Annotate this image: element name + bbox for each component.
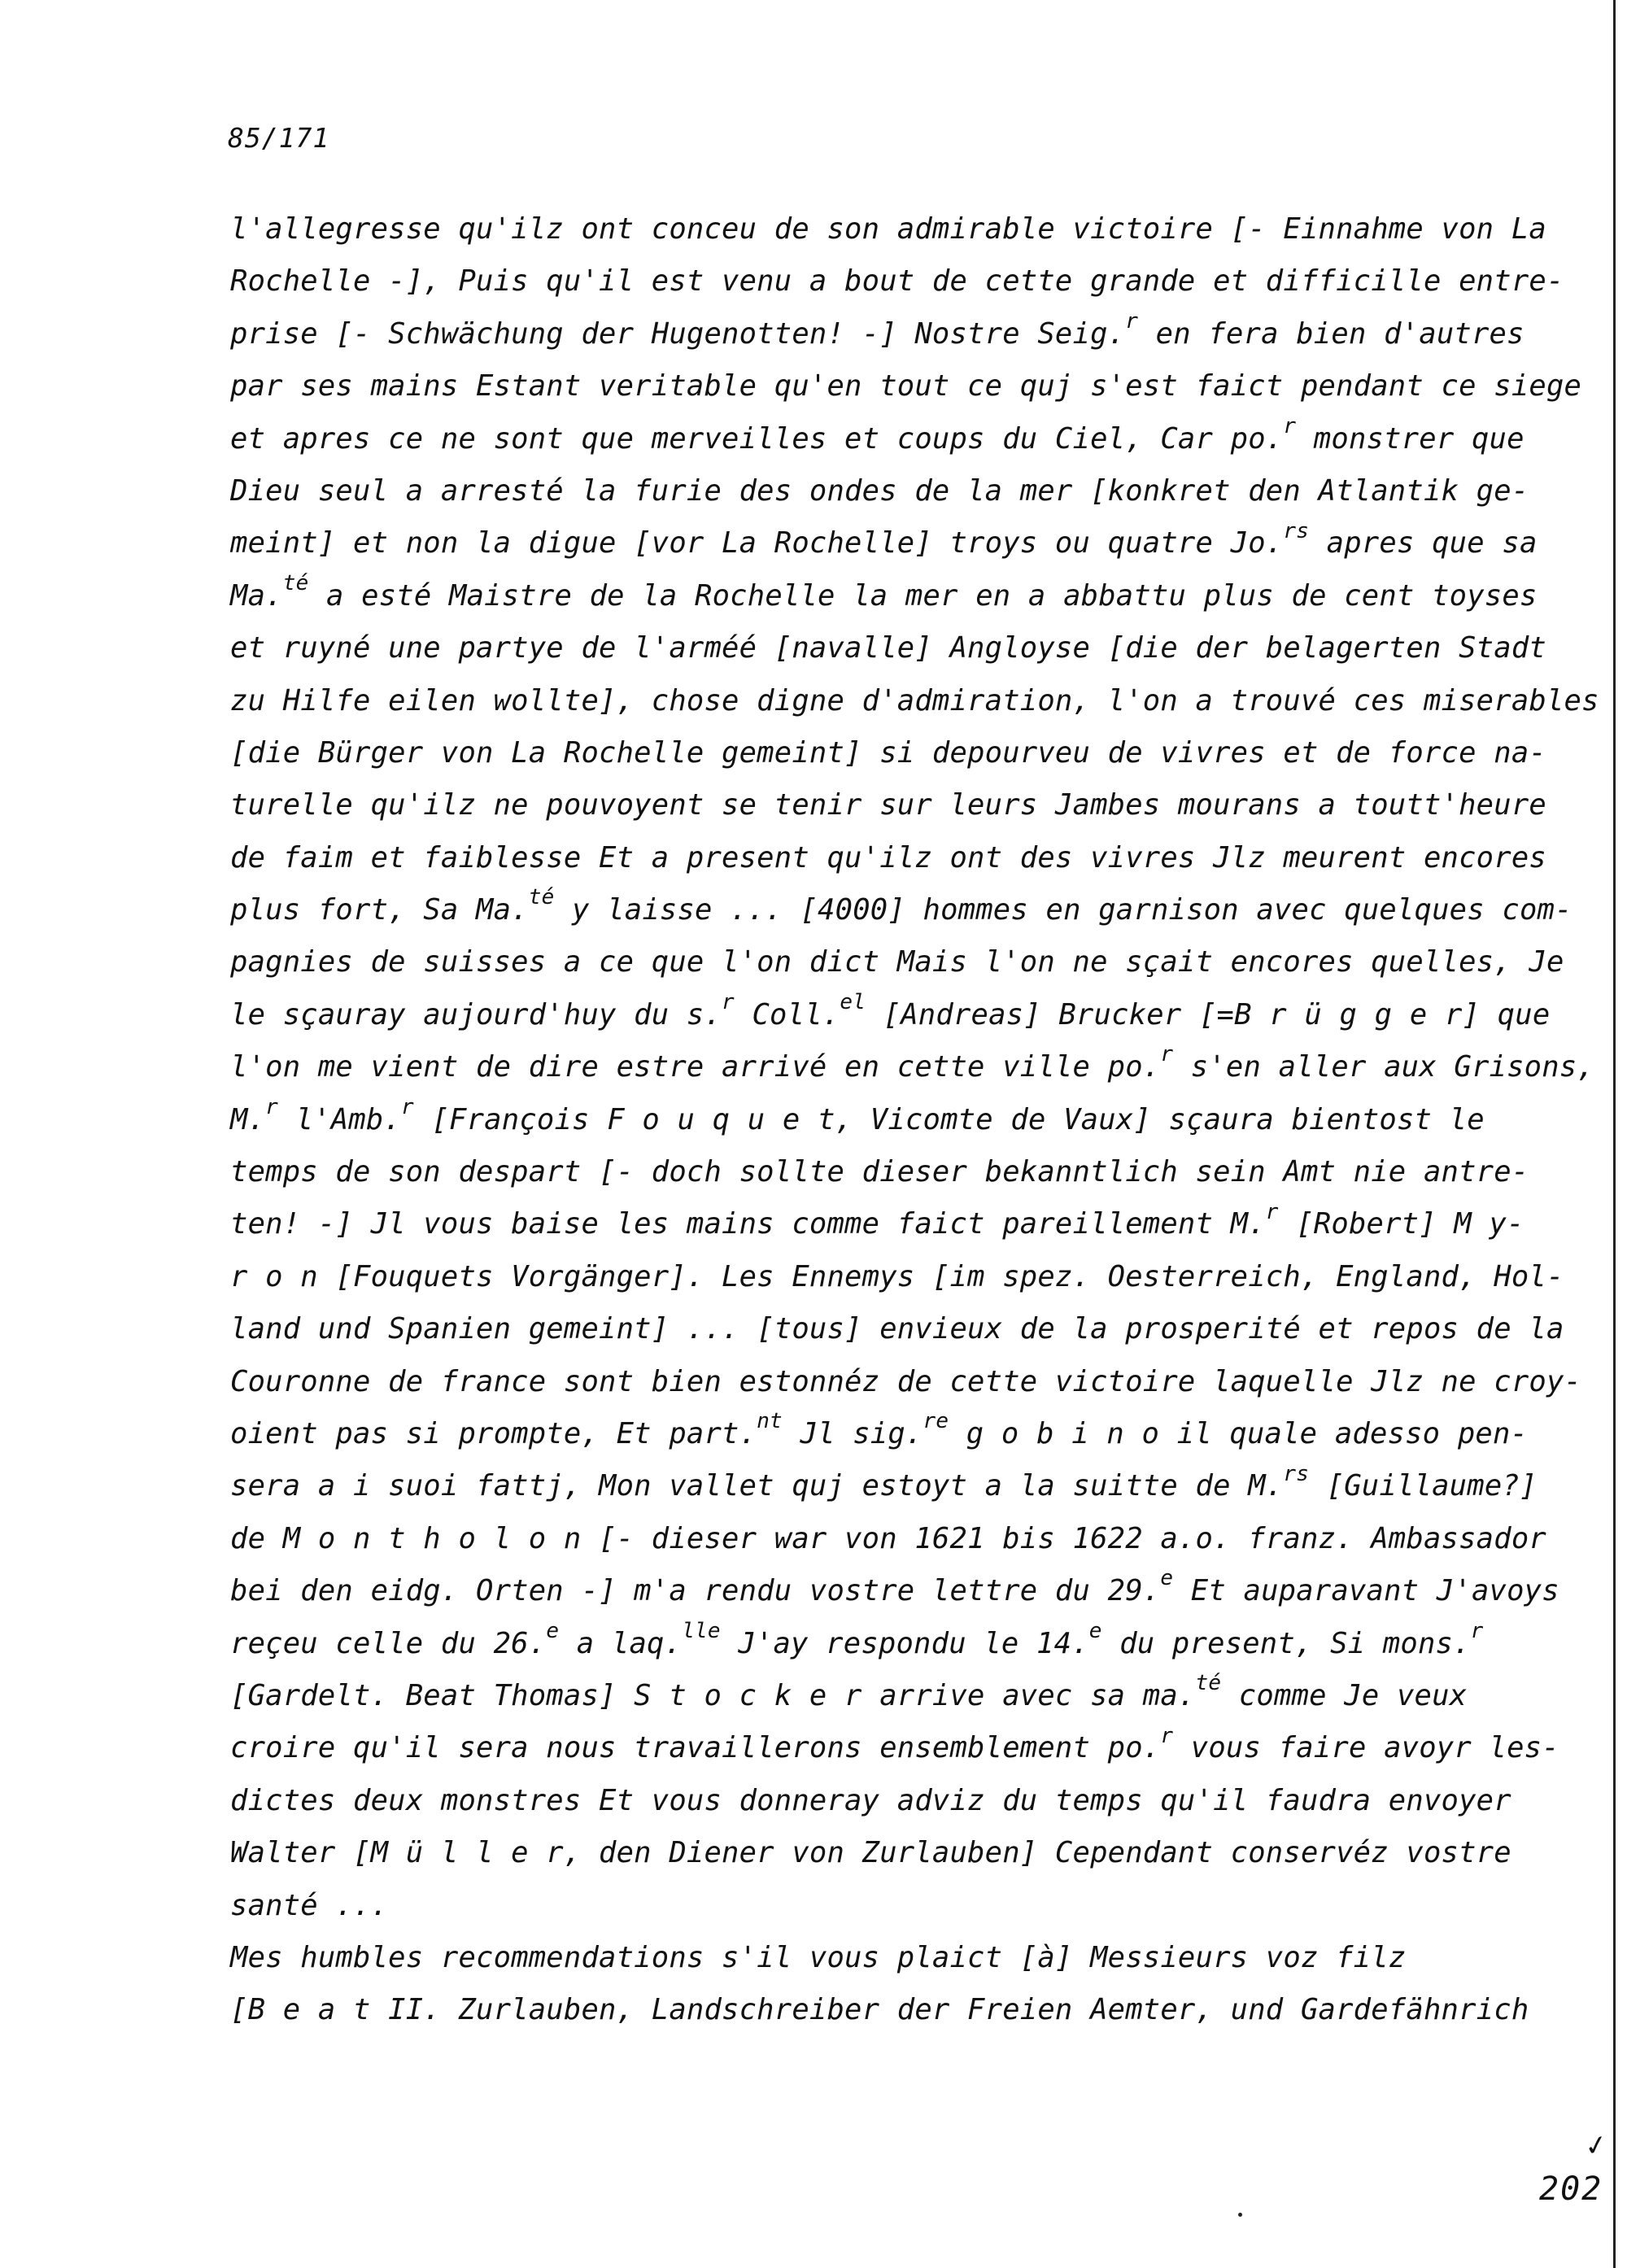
line-text: oient pas si prompte, Et part. <box>230 1416 757 1450</box>
text-line <box>230 1408 1529 1460</box>
line-text: l'allegresse qu'ilz ont conceu de son admirable victoire [- Einnahme von La <box>230 212 1546 246</box>
line-text: r o n [Fouquets Vorgänger]. Les Ennemys [im spez. Oesterreich, England, Hol- <box>230 1259 1564 1293</box>
text-line <box>230 1094 1499 1146</box>
line-text: de M o n t h o l o n [- dieser war von 1621 bis 1622 a.o. franz. Ambassador <box>230 1521 1546 1555</box>
line-text: Dieu seul a arresté la furie des ondes de la mer [konkret den Atlantik ge- <box>230 473 1529 508</box>
text-line <box>230 1198 1524 1250</box>
line-text: [Robert] M y- <box>1278 1207 1524 1241</box>
scan-edge <box>1613 0 1616 2268</box>
line-text: Walter [M ü l l e r, den Diener von Zurlauben] Cependant conservéz vostre <box>230 1836 1511 1870</box>
text-line <box>230 1460 1538 1512</box>
superscript: r <box>1470 1618 1484 1643</box>
text-line <box>230 989 1551 1041</box>
line-text: sera a i suoi fattj, Mon vallet quj estoyt a la suitte de M. <box>230 1469 1284 1503</box>
superscript: r <box>1265 1199 1279 1224</box>
line-text: y laisse ... [4000] hommes en garnison avec quelques com- <box>554 893 1572 927</box>
ink-dot <box>1238 2213 1242 2217</box>
line-text: [die Bürger von La Rochelle gemeint] si depourveu de vivres et de force na- <box>230 735 1546 770</box>
line-text: [François F o u q u e t, Vicomte de Vaux] sçaura bientost le <box>413 1102 1485 1136</box>
text-line <box>230 884 1572 936</box>
text-line <box>230 1618 1499 1670</box>
text-line <box>230 1827 1511 1879</box>
superscript: r <box>401 1094 414 1119</box>
letter-body <box>230 203 1599 2037</box>
line-text: a esté Maistre de la Rochelle la mer en a abbattu plus de cent toyses <box>308 578 1538 613</box>
line-text: Couronne de france sont bien estonnéz de cette victoire laquelle Jlz ne croy- <box>230 1364 1582 1398</box>
line-text: bei den eidg. Orten -] m'a rendu vostre lettre du 29. <box>230 1574 1161 1608</box>
line-text: pagnies de suisses a ce que l'on dict Mais l'on ne sçait encores quelles, Je <box>230 945 1564 979</box>
text-line <box>230 779 1546 831</box>
line-text: [B e a t II. Zurlauben, Landschreiber der Freien Aemter, und Gardefähnrich <box>230 1993 1529 2027</box>
line-text: turelle qu'ilz ne pouvoyent se tenir sur leurs Jambes mourans a toutt'heure <box>230 788 1546 822</box>
line-text: Mes humbles recommendations s'il vous plaict [à] Messieurs voz filz <box>230 1940 1407 1974</box>
superscript: té <box>282 570 309 595</box>
line-text: temps de son despart [- doch sollte dieser bekanntlich sein Amt nie antre- <box>230 1155 1529 1189</box>
line-text: meint] et non la digue [vor La Rochelle] troys ou quatre Jo. <box>230 526 1284 560</box>
text-line <box>230 413 1524 465</box>
superscript: e <box>1088 1618 1102 1643</box>
line-text: Rochelle -], Puis qu'il est venu a bout de cette grande et difficille entre- <box>230 264 1564 299</box>
superscript: té <box>528 885 555 910</box>
line-text: Et auparavant J'avoys <box>1173 1574 1559 1608</box>
line-text: l'on me vient de dire estre arrivé en cette ville po. <box>230 1050 1161 1084</box>
line-text: et ruyné une partye de l'arméé [navalle] Angloyse [die der belagerten Stadt <box>230 631 1546 665</box>
text-line <box>230 1513 1546 1565</box>
text-line <box>230 570 1538 622</box>
line-text: vous faire avoyr les- <box>1173 1731 1559 1765</box>
text-line <box>230 1984 1529 2036</box>
line-text: zu Hilfe eilen wollte], chose digne d'admiration, l'on a trouvé ces miserables <box>230 683 1599 717</box>
superscript: rs <box>1283 1461 1310 1486</box>
text-line <box>230 622 1546 674</box>
superscript: e <box>546 1618 560 1643</box>
text-line <box>230 1932 1499 1984</box>
line-text: J'ay respondu le 14. <box>720 1626 1089 1660</box>
line-text: du present, Si mons. <box>1101 1626 1471 1660</box>
text-line <box>230 1565 1559 1617</box>
line-text: en fera bien d'autres <box>1138 316 1524 351</box>
text-line <box>230 1880 1499 1932</box>
text-line <box>230 1722 1559 1774</box>
line-text: prise [- Schwächung der Hugenotten! -] Nostre Seig. <box>230 316 1126 351</box>
line-text: reçeu celle du 26. <box>230 1626 547 1660</box>
text-line <box>230 936 1564 988</box>
line-text: g o b i n o il quale adesso pen- <box>949 1416 1529 1450</box>
superscript: el <box>840 990 866 1015</box>
check-mark-icon: ✓ <box>1581 2127 1611 2165</box>
text-line <box>230 1251 1564 1303</box>
line-text: le sçauray aujourd'huy du s. <box>230 997 722 1032</box>
text-line <box>230 1775 1511 1827</box>
line-text: Jl sig. <box>782 1416 923 1450</box>
line-text: a laq. <box>559 1626 683 1660</box>
archive-page-number: 202 <box>1539 2170 1603 2208</box>
text-line <box>230 360 1582 412</box>
line-text: M. <box>230 1102 266 1136</box>
text-line <box>230 465 1529 517</box>
text-line <box>230 1041 1594 1093</box>
text-line <box>230 1146 1529 1198</box>
superscript: lle <box>682 1618 721 1643</box>
superscript: nt <box>757 1409 783 1434</box>
superscript: r <box>1160 1042 1174 1067</box>
text-line <box>230 675 1599 727</box>
text-line <box>230 255 1564 307</box>
line-text: Coll. <box>734 997 840 1032</box>
line-text: s'en aller aux Grisons, <box>1173 1050 1594 1084</box>
text-line <box>230 1670 1499 1722</box>
superscript: re <box>923 1409 949 1434</box>
line-text: de faim et faiblesse Et a present qu'ilz ont des vivres Jlz meurent encores <box>230 840 1546 874</box>
text-line <box>230 1356 1582 1408</box>
superscript: r <box>1125 308 1139 334</box>
line-text: par ses mains Estant veritable qu'en tout ce quj s'est faict pendant ce siege <box>230 369 1582 403</box>
superscript: r <box>1160 1723 1174 1748</box>
line-text: Ma. <box>230 578 283 613</box>
line-text: ten! -] Jl vous baise les mains comme faict pareillement M. <box>230 1207 1266 1241</box>
line-text: [Gardelt. Beat Thomas] S t o c k e r arrive avec sa ma. <box>230 1678 1196 1712</box>
text-line <box>230 308 1524 360</box>
text-line <box>230 517 1538 569</box>
line-text: [Guillaume?] <box>1309 1469 1538 1503</box>
text-line <box>230 1303 1564 1355</box>
line-text: croire qu'il sera nous travaillerons ensemblement po. <box>230 1731 1161 1765</box>
text-line <box>230 203 1546 255</box>
line-text: dictes deux monstres Et vous donneray adviz du temps qu'il faudra envoyer <box>230 1783 1511 1817</box>
line-text: apres que sa <box>1309 526 1538 560</box>
superscript: rs <box>1283 518 1310 543</box>
text-line <box>230 727 1546 779</box>
line-text: plus fort, Sa Ma. <box>230 893 529 927</box>
line-text: et apres ce ne sont que merveilles et coups du Ciel, Car po. <box>230 421 1284 456</box>
line-text: santé ... <box>230 1888 389 1922</box>
superscript: té <box>1195 1671 1222 1696</box>
superscript: r <box>722 990 735 1015</box>
line-text: land und Spanien gemeint] ... [tous] envieux de la prosperité et repos de la <box>230 1312 1564 1346</box>
line-text: comme Je veux <box>1221 1678 1468 1712</box>
text-line <box>230 832 1546 884</box>
superscript: r <box>1283 413 1297 438</box>
page-reference: 85/171 <box>228 122 330 154</box>
line-text: monstrer que <box>1296 421 1524 456</box>
superscript: e <box>1160 1566 1174 1591</box>
line-text: [Andreas] Brucker [=B r ü g g e r] que <box>866 997 1551 1032</box>
superscript: r <box>265 1094 279 1119</box>
line-text: l'Amb. <box>278 1102 402 1136</box>
